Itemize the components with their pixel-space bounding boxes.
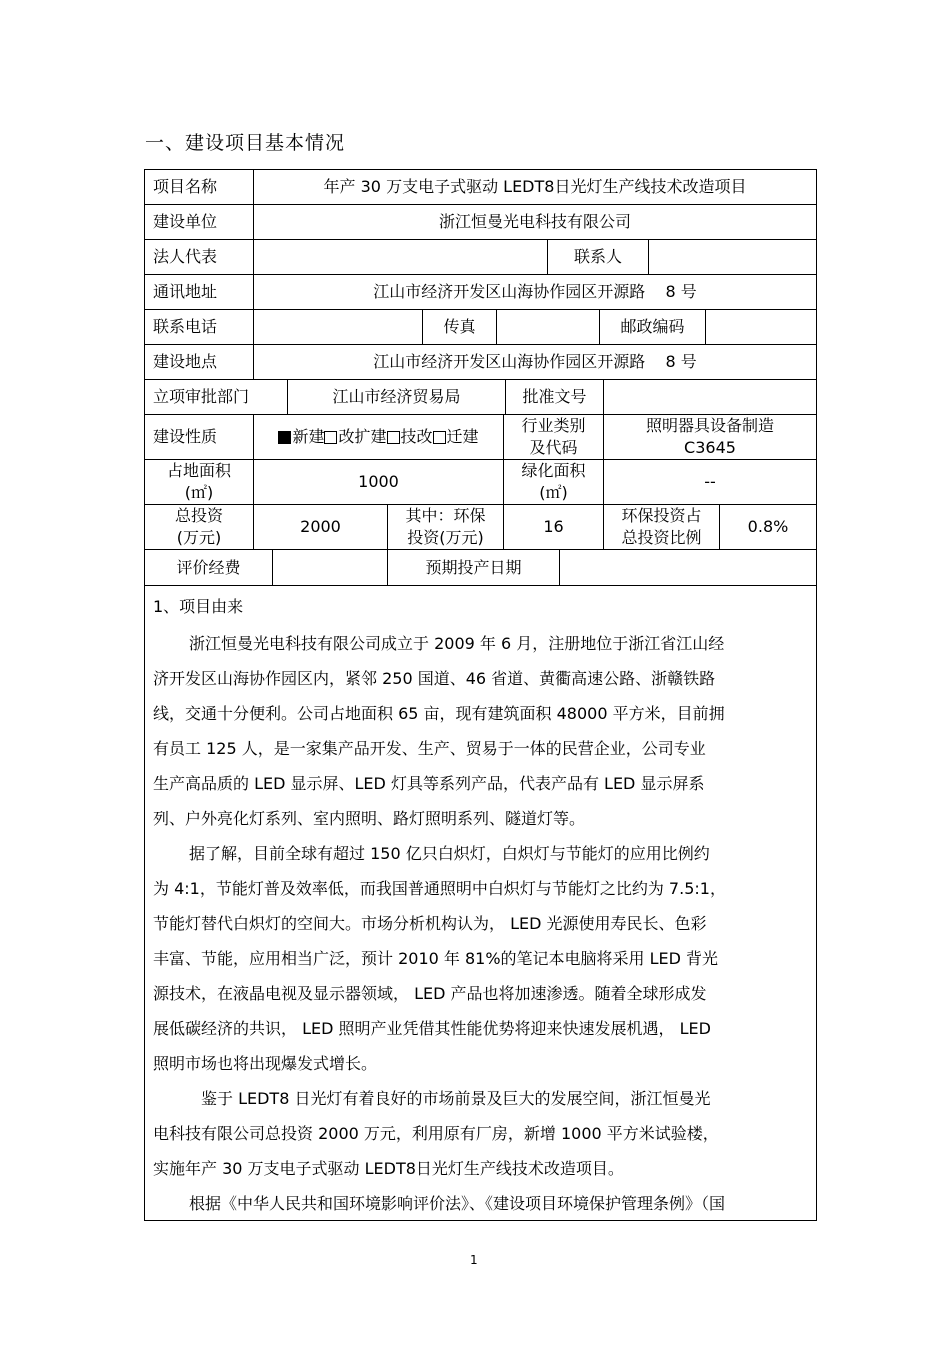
green-area-label [504, 460, 604, 504]
total-invest-label-line2: (万元) [176, 528, 222, 547]
nature-renovate-label: 技改 [400, 427, 433, 446]
project-info-table [144, 169, 817, 1221]
p1-line: 有员工 125 人，是一家集产品开发、生产、贸易于一体的民营企业，公司专业 [153, 739, 706, 758]
unit-label: 建设单位 [145, 205, 254, 239]
postcode-value [706, 310, 816, 344]
nature-relocate-checkbox[interactable] [433, 431, 446, 444]
p2-line: 为 4:1，节能灯普及效率低，而我国普通照明中白炽灯与节能灯之比约为 7.5:1， [153, 879, 726, 898]
approval-no-label: 批准文号 [506, 380, 604, 414]
p3-line: 电科技有限公司总投资 2000 万元，利用原有厂房，新增 1000 平方米试验楼， [153, 1124, 719, 1143]
section-title: 一、建设项目基本情况 [145, 132, 346, 154]
row-nature [145, 415, 816, 460]
land-area-value: 1000 [254, 460, 504, 504]
total-invest-label-line1: 总投资 [174, 506, 223, 525]
contact-label: 联系人 [548, 240, 649, 274]
p4-line: 根据《中华人民共和国环境影响评价法》、《建设项目环境保护管理条例》（国 [189, 1194, 726, 1213]
start-date-value [560, 550, 816, 585]
page-number: 1 [470, 1253, 478, 1267]
industry-value [604, 415, 816, 459]
industry-label-line2: 及代码 [529, 438, 578, 457]
nature-renovate-checkbox[interactable] [387, 431, 400, 444]
approval-dept-value: 江山市经济贸易局 [288, 380, 506, 414]
phone-value [254, 310, 423, 344]
fee-value [273, 550, 388, 585]
p2-line: 照明市场也将出现爆发式增长。 [153, 1054, 378, 1073]
p1-line: 浙江恒曼光电科技有限公司成立于 2009 年 6 月，注册地位于浙江省江山经 [189, 634, 725, 653]
env-invest-label [388, 505, 504, 549]
env-ratio-label [604, 505, 720, 549]
phone-label: 联系电话 [145, 310, 254, 344]
project-name-value: 年产 30 万支电子式驱动 LEDT8日光灯生产线技术改造项目 [323, 177, 747, 196]
p2-line: 节能灯替代白炽灯的空间大。市场分析机构认为， LED 光源使用寿民长、色彩 [153, 914, 707, 933]
row-phone [145, 310, 816, 345]
site-value: 江山市经济开发区山海协作园区开源路 8 号 [373, 352, 697, 371]
industry-name: 照明器具设备制造 [645, 416, 774, 435]
p3-line: 鉴于 LEDT8 日光灯有着良好的市场前景及巨大的发展空间，浙江恒曼光 [201, 1089, 711, 1108]
industry-code: C3645 [684, 438, 736, 457]
total-invest-label [145, 505, 254, 549]
project-origin-heading: 1、项目由来 [153, 597, 244, 616]
paragraph-3 [153, 1081, 808, 1186]
row-site [145, 345, 816, 380]
green-area-value: -- [704, 472, 716, 491]
industry-label-line1: 行业类别 [521, 416, 586, 435]
env-invest-label-line1: 其中：环保 [405, 506, 486, 525]
p1-line: 济开发区山海协作园区内，紧邻 250 国道、46 省道、黄衢高速公路、浙赣铁路 [153, 669, 716, 688]
p2-line: 源技术，在液晶电视及显示器领域， LED 产品也将加速渗透。随着全球形成发 [153, 984, 707, 1003]
nature-label: 建设性质 [145, 415, 254, 459]
nature-expand-checkbox[interactable] [324, 431, 337, 444]
total-invest-value: 2000 [254, 505, 388, 549]
address-value: 江山市经济开发区山海协作园区开源路 8 号 [373, 282, 697, 301]
row-unit [145, 205, 816, 240]
row-investment [145, 505, 816, 550]
env-invest-label-line2: 投资(万元) [407, 528, 484, 547]
land-area-label [145, 460, 254, 504]
postcode-label: 邮政编码 [600, 310, 706, 344]
paragraph-4 [153, 1186, 808, 1221]
p1-line: 线，交通十分便利。公司占地面积 65 亩，现有建筑面积 48000 平方米，目前拥 [153, 704, 725, 723]
legal-rep-label: 法人代表 [145, 240, 254, 274]
p2-line: 据了解，目前全球有超过 150 亿只白炽灯，白炽灯与节能灯的应用比例约 [189, 844, 710, 863]
p2-line: 丰富、节能，应用相当广泛，预计 2010 年 81%的笔记本电脑将采用 LED 背光 [153, 949, 719, 968]
legal-rep-value [254, 240, 548, 274]
contact-value [649, 240, 816, 274]
p1-line: 列、户外亮化灯系列、室内照明、路灯照明系列、隧道灯等。 [153, 809, 586, 828]
p3-line: 实施年产 30 万支电子式驱动 LEDT8日光灯生产线技术改造项目。 [153, 1159, 624, 1178]
row-project-name [145, 170, 816, 205]
env-ratio-label-line1: 环保投资占 [621, 506, 702, 525]
nature-options [254, 415, 504, 459]
project-name-label: 项目名称 [145, 170, 254, 204]
paragraph-2 [153, 836, 808, 1081]
row-fee [145, 550, 816, 586]
row-address [145, 275, 816, 310]
row-approval [145, 380, 816, 415]
land-area-label-line1: 占地面积 [166, 461, 231, 480]
industry-label [504, 415, 604, 459]
fax-value [497, 310, 600, 344]
env-ratio-value: 0.8% [747, 517, 789, 536]
land-area-label-line2: (㎡) [184, 483, 214, 502]
nature-new-checkbox[interactable] [278, 431, 291, 444]
nature-relocate-label: 迁建 [446, 427, 479, 446]
approval-no-value [604, 380, 816, 414]
nature-new-label: 新建 [292, 427, 325, 446]
unit-value: 浙江恒曼光电科技有限公司 [438, 212, 631, 231]
address-label: 通讯地址 [145, 275, 254, 309]
fee-label: 评价经费 [145, 550, 273, 585]
green-area-label-line2: (㎡) [539, 483, 568, 502]
fax-label: 传真 [423, 310, 497, 344]
row-area [145, 460, 816, 505]
p2-line: 展低碳经济的共识， LED 照明产业凭借其性能优势将迎来快速发展机遇， LED [153, 1019, 711, 1038]
green-area-label-line1: 绿化面积 [521, 461, 586, 480]
p1-line: 生产高品质的 LED 显示屏、LED 灯具等系列产品，代表产品有 LED 显示屏系 [153, 774, 705, 793]
start-date-label: 预期投产日期 [388, 550, 560, 585]
site-label: 建设地点 [145, 345, 254, 379]
paragraph-1 [153, 626, 808, 836]
approval-dept-label: 立项审批部门 [145, 380, 288, 414]
env-ratio-label-line2: 总投资比例 [621, 528, 702, 547]
nature-expand-label: 改扩建 [338, 427, 387, 446]
row-legal-rep [145, 240, 816, 275]
env-invest-value: 16 [504, 505, 604, 549]
